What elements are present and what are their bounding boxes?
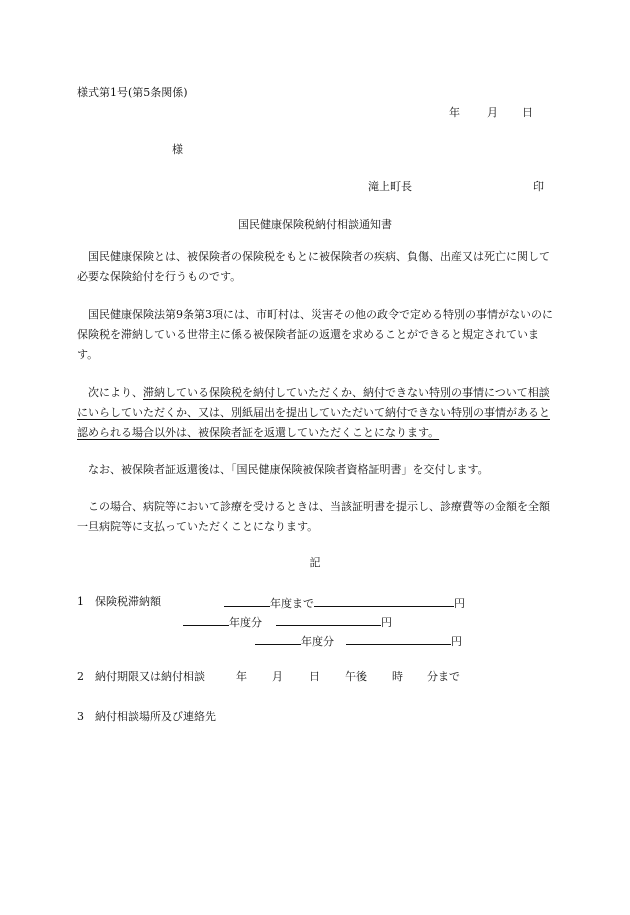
item-1-label: 保険税滞納額 [95,595,161,608]
item-2-pm: 午後 [345,670,367,683]
item-2-minute: 分まで [427,670,460,683]
amount-blank [276,614,381,626]
paragraph-4: なお、被保険者証返還後は、「国民健康保険被保険者資格証明書」を交付します。 [88,463,489,476]
paragraph-1: 国民健康保険とは、被保険者の保険税をもとに被保険者の疾病、負傷、出産又は死亡に関して必要な保険給付を行うものです。 [77,250,550,283]
paragraph-2: 国民健康保険法第9条第3項には、市町村は、災害その他の政令で定める特別の事情がないのに保険税を滞納している世帯主に係る被保険者証の返還を求めることができると規定されています。 [77,308,553,361]
fiscal-year-blank [224,595,270,607]
fiscal-year-blank [183,614,229,626]
item-2-label: 納付期限又は納付相談 [95,670,205,683]
item-1-row-2 [183,614,392,630]
item-1-row-3 [255,633,462,649]
row-2-yen: 円 [381,616,392,629]
fiscal-year-blank [255,633,301,645]
item-2-month: 月 [272,670,283,683]
item-1-row-1 [224,595,465,611]
row-1-yen: 円 [454,597,465,610]
row-3-yen: 円 [451,635,462,648]
document-title: 国民健康保険税納付相談通知書 [238,218,392,231]
item-1-number: 1 [77,595,84,608]
paragraph-3 [77,383,557,443]
item-2-year: 年 [236,670,247,683]
paragraph-3-underlined: 滞納している保険税を納付していただくか、納付できない特別の事情について相談にいらしていただくか、又は、別紙届出を提出していただいて納付できない特別の事情があると認められる場合以外は、被保険者証を返還していただくことになります。 [77,386,550,439]
date-day-label: 日 [522,106,533,119]
issuer-name: 滝上町長 [368,180,412,193]
row-3-mid-label: 年度分 [301,635,334,648]
item-3-number: 3 [77,710,84,723]
ki-heading: 記 [309,556,321,569]
amount-blank [346,633,451,645]
amount-blank [314,595,454,607]
recipient-suffix: 様 [172,143,183,156]
item-2-number: 2 [77,670,84,683]
date-year-label: 年 [449,106,460,119]
paragraph-3-lead: 次により、 [88,386,143,399]
row-2-mid-label: 年度分 [229,616,262,629]
item-2-hour: 時 [392,670,403,683]
form-number: 様式第1号(第5条関係) [77,86,188,99]
paragraph-5: この場合、病院等において診療を受けるときは、当該証明書を提示し、診療費等の金額を全額一旦病院等に支払っていただくことになります。 [77,500,550,533]
item-3-label: 納付相談場所及び連絡先 [95,710,216,723]
date-month-label: 月 [487,106,498,119]
item-2-day: 日 [309,670,320,683]
row-1-mid-label: 年度まで [270,597,314,610]
seal-mark: 印 [533,180,544,193]
